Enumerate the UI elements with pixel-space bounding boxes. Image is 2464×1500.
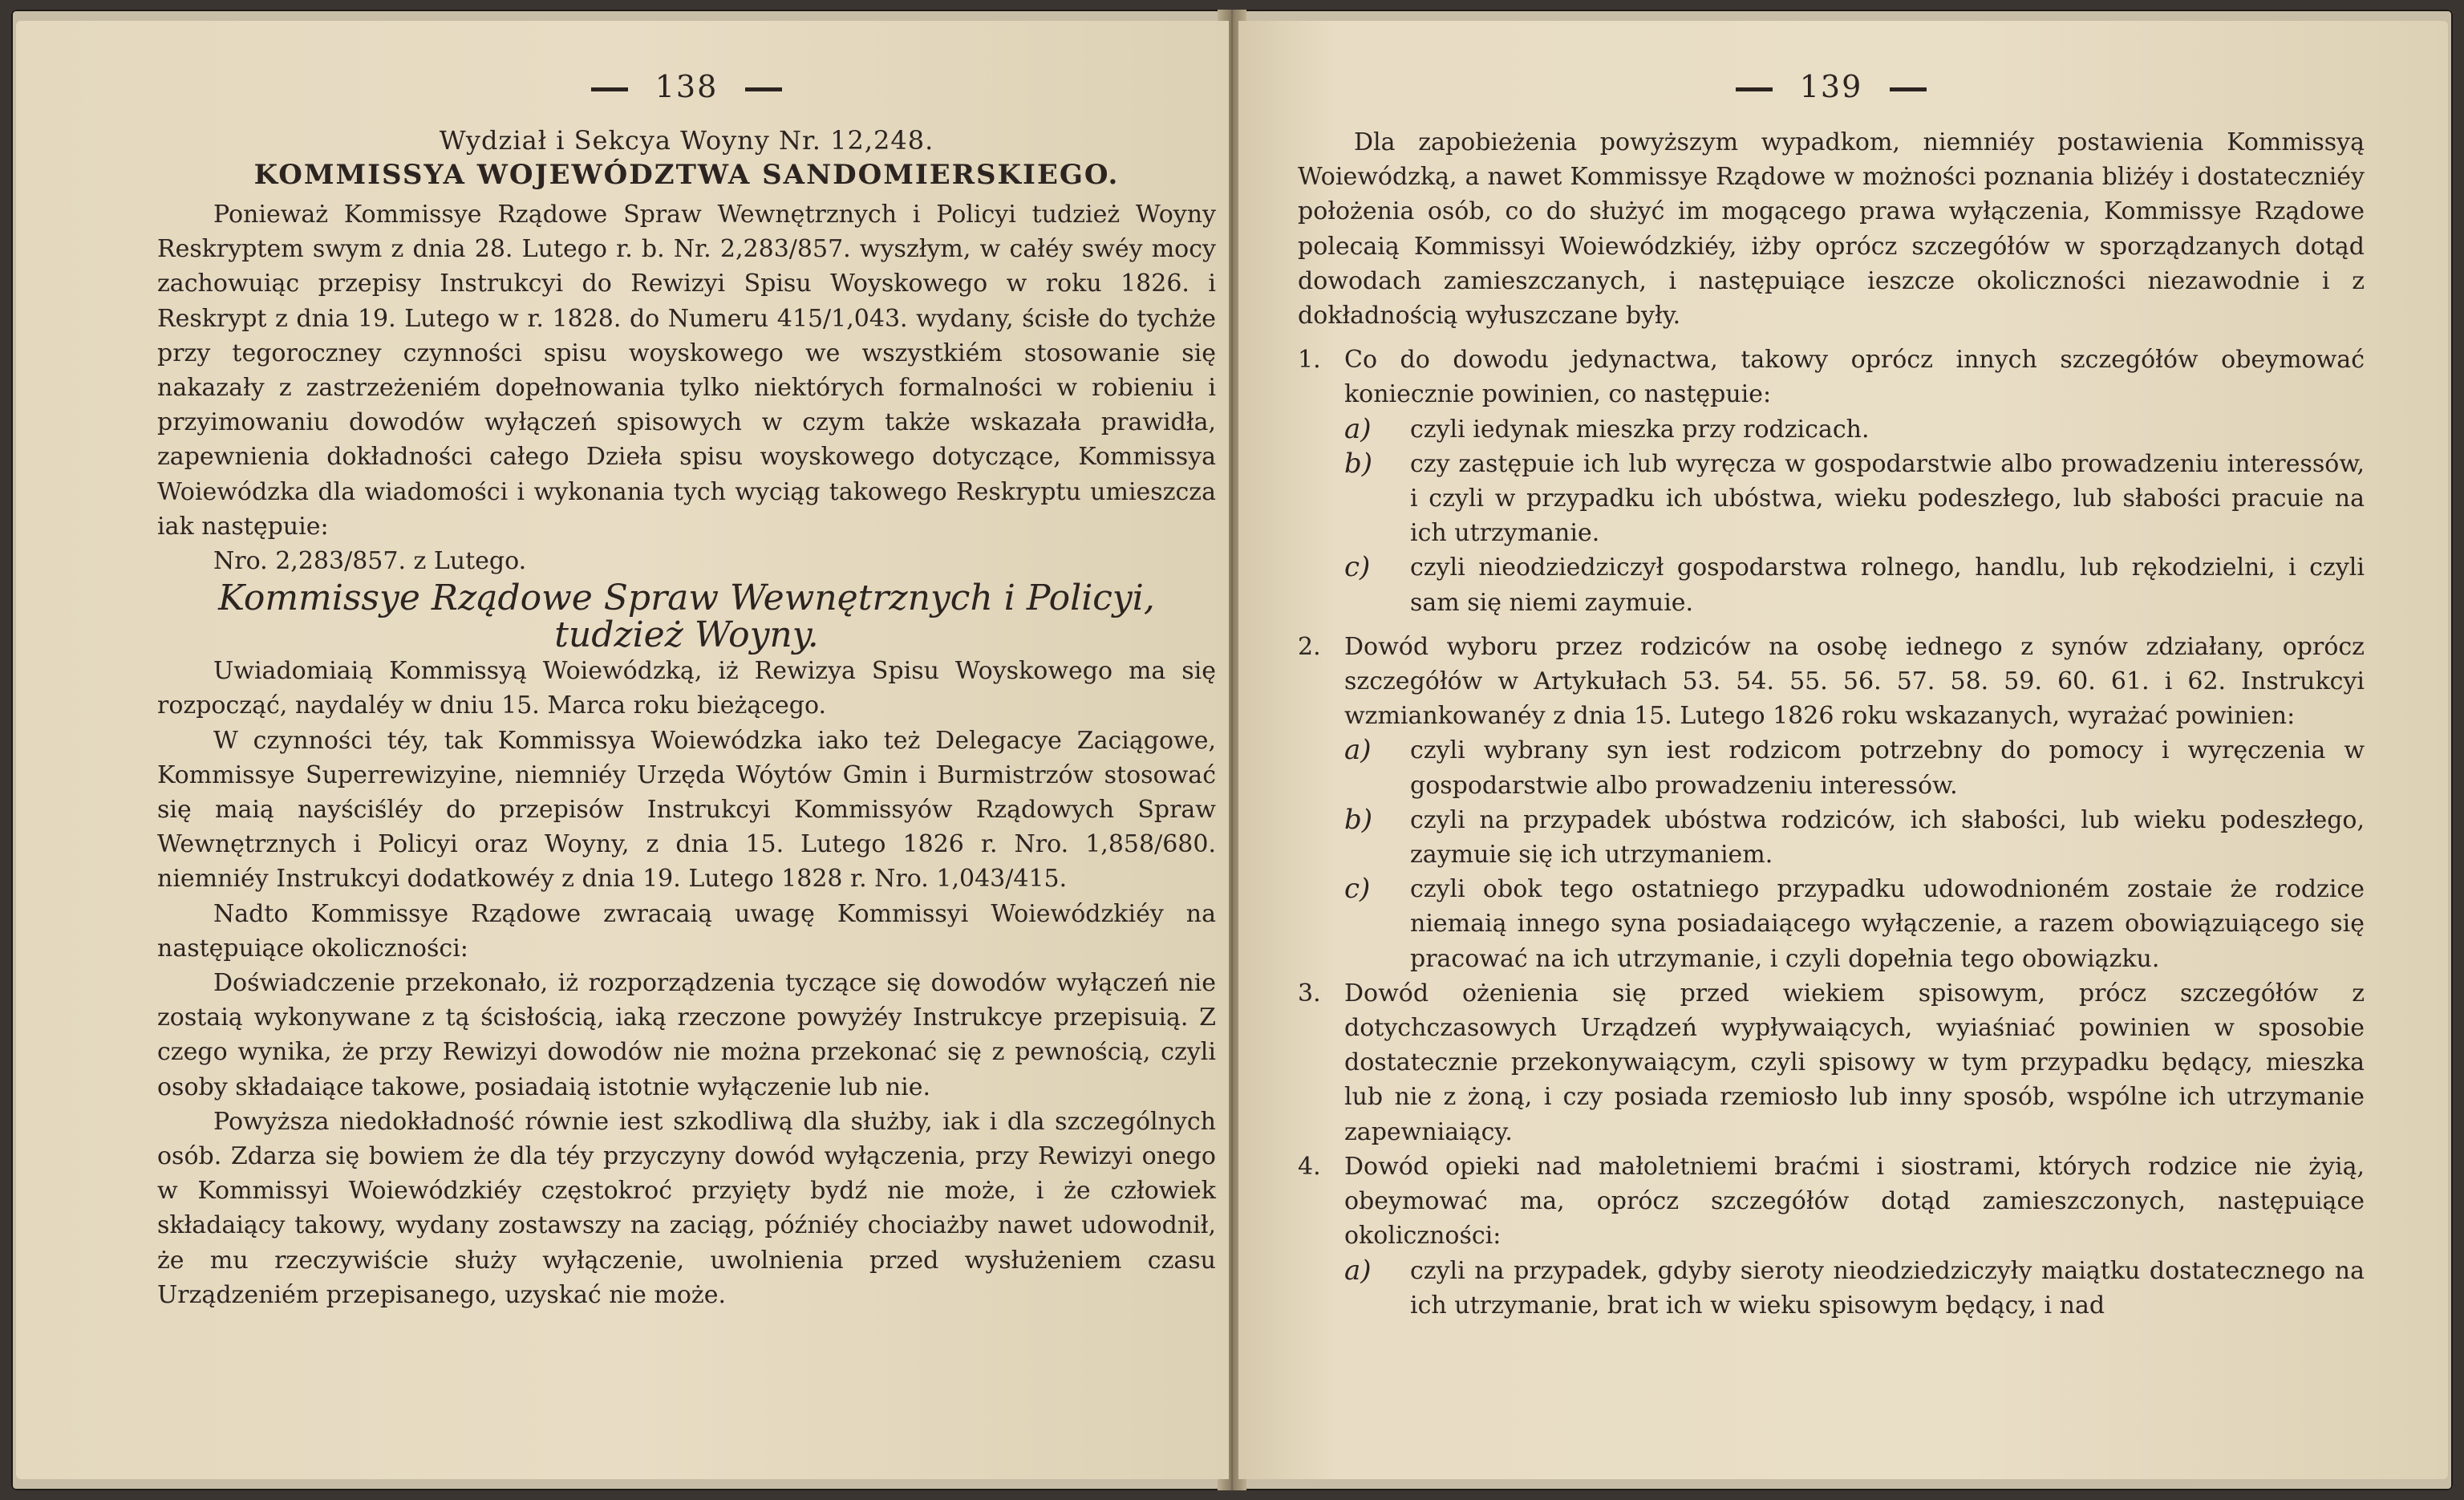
- sub-text: czyli nieodziedziczył gospodarstwa rolnego, handlu, lub rękodzielni, i czyli sam się niemi zaymuie.: [1410, 553, 2365, 617]
- list-item: [1298, 1149, 2365, 1254]
- sub-letter: a): [1344, 412, 1372, 445]
- italic-heading: Kommissye Rządowe Spraw Wewnętrznych i Policyi, tudzież Woyny.: [218, 578, 1155, 656]
- paragraph: Ponieważ Kommissye Rządowe Spraw Wewnętrznych i Policyi tudzież Woyny Reskryptem swym z dnia 28. Lutego r. b. Nr. 2,283/857. wyszłym, w całéy swéy mocy zachowuiąc przepisy Instrukcyi do Rewizyi Spisu Woyskowego w roku 1826. i Reskrypt z dnia 19. Lutego w r. 1828. do Numeru 415/1,043. wydany, ścisłe do tychże przy tegoroczney czynności spisu woyskowego we wszystkiém stosowanie się nakazały z zastrzeżeniém dopełnowania tylko niektórych formalności w robieniu i przyimowaniu dowodów wyłączeń spisowych w czym także wskazała prawidła, zapewnienia dokładności całego Dzieła spisu woyskowego dotyczące, Kommissya Woiewódzka dla wiadomości i wykonania tych wyciąg takowego Reskryptu umieszcza iak następuie:: [157, 201, 1216, 541]
- dash-ornament: [745, 87, 782, 91]
- left-page: [16, 21, 1229, 1479]
- list-item: [1298, 976, 2365, 1149]
- paragraph: Powyższa niedokładność równie iest szkodliwą dla służby, iak i dla szczególnych osób. Zdarza się bowiem że dla téy przyczyny dowód wyłączenia, przy Rewizyi onego w Kommissyi Woiewódzkiéy częstokroć przyięty bydź nie może, i że człowiek składaiący takowy, wydany zostawszy na zaciąg, późniéy chociażby nawet udowodnił, że mu rzeczywiście służy wyłączenie, uwolnienia przed wysłużeniem czasu Urządzeniém przepisanego, uzyskać nie może.: [157, 1107, 1216, 1309]
- right-page: [1238, 21, 2448, 1479]
- sub-letter: c): [1344, 551, 1371, 584]
- sub-item: [1344, 412, 2365, 447]
- item-text: Co do dowodu jedynactwa, takowy oprócz innych szczegółów obeymować koniecznie powinien, co następuie:: [1344, 346, 2365, 409]
- sub-letter: a): [1344, 1254, 1372, 1287]
- sub-text: czyli na przypadek ubóstwa rodziców, ich słabości, lub wieku podeszłego, zaymuie się ich utrzymaniem.: [1410, 805, 2365, 870]
- item-number: 2.: [1298, 632, 1321, 661]
- right-page-text: [1298, 69, 2365, 1323]
- item-number: 3.: [1298, 979, 1321, 1007]
- sub-letter: b): [1344, 447, 1373, 480]
- paragraph: Uwiadomiaią Kommissyą Woiewódzką, iż Rewizya Spisu Woyskowego ma się rozpocząć, naydaléy w dniu 15. Marca roku bieżącego.: [157, 657, 1216, 720]
- sub-item: [1344, 803, 2365, 872]
- sub-item: [1344, 447, 2365, 551]
- sub-item: [1344, 550, 2365, 619]
- paragraph: Doświadczenie przekonało, iż rozporządzenia tyczące się dowodów wyłączeń nie zostaią wykonywane z tą ścisłością, iaką rzeczone powyżéy Instrukcye przepisuią. Z czego wynika, że przy Rewizyi dowodów nie można przekonać się z pewnością, czyli osoby składaiące takowe, posiadaią istotnie wyłączenie lub nie.: [157, 969, 1216, 1101]
- commission-heading: KOMMISSYA WOJEWÓDZTWA SANDOMIERSKIEGO.: [253, 159, 1120, 191]
- sub-text: czy zastępuie ich lub wyręcza w gospodarstwie albo prowadzeniu interessów, i czyli w przypadku ich ubóstwa, wieku podeszłego, lub słabości pracuie na ich utrzymanie.: [1410, 449, 2365, 548]
- book-spread: [11, 10, 2453, 1490]
- list-item: [1298, 343, 2365, 411]
- item-number: 1.: [1298, 346, 1321, 375]
- paragraph: Nadto Kommissye Rządowe zwracaią uwagę Kommissyi Woiewódzkiéy na następuiące okoliczności:: [157, 899, 1216, 963]
- dash-ornament: [591, 87, 628, 91]
- sub-letter: a): [1344, 734, 1372, 767]
- left-page-number: 138: [157, 69, 1216, 104]
- item-text: Dowód opieki nad małoletniemi braćmi i siostrami, których rodzice nie żyią, obeymować ma, oprócz szczegółów dotąd zamieszczonych, następuiące okoliczności:: [1344, 1152, 2365, 1251]
- paragraph: Dla zapobieżenia powyższym wypadkom, niemniéy postawienia Kommissyą Woiewódzką, a nawet Kommissye Rządowe w możności poznania bliżéy i dostateczniéy położenia osób, co do służyć im mogącego prawa wyłączenia, Kommissye Rządowe polecaią Kommissyi Woiewódzkiéy, iżby oprócz szczegółów w sporządzanych dotąd dowodach zamieszczanych, i następuiące ieszcze okoliczności niezawodnie i z dokładnością wyłuszczane były.: [1298, 128, 2365, 330]
- sub-text: czyli na przypadek, gdyby sieroty nieodziedziczyły maiątku dostatecznego na ich utrzymanie, brat ich w wieku spisowym będący, i nad: [1410, 1256, 2365, 1320]
- sub-item: [1344, 872, 2365, 976]
- left-page-text: [157, 69, 1216, 1312]
- dash-ornament: [1736, 87, 1773, 91]
- section-heading: Wydział i Sekcya Woyny Nr. 12,248.: [439, 125, 934, 156]
- sub-text: czyli wybrany syn iest rodzicom potrzebny do pomocy i wyręczenia w gospodarstwie albo prowadzeniu interessów.: [1410, 736, 2365, 800]
- dash-ornament: [1890, 87, 1927, 91]
- item-number: 4.: [1298, 1152, 1321, 1181]
- sub-item: [1344, 1254, 2365, 1323]
- sub-item: [1344, 733, 2365, 802]
- sub-text: czyli obok tego ostatniego przypadku udowodnioném zostaie że rodzice niemaią innego syna posiadaiącego wyłączenie, a razem obowiązuiącego się pracować na ich utrzymanie, i czyli dopełnia tego obowiązku.: [1410, 875, 2365, 973]
- paragraph: W czynności téy, tak Kommissya Woiewódzka iako też Delegacye Zaciągowe, Kommissye Superrewizyine, niemniéy Urzęda Wóytów Gmin i Burmistrzów stosować się maią nayściśléy do przepisów Instrukcyi Kommissyów Rządowych Spraw Wewnętrznych i Policyi oraz Woyny, z dnia 15. Lutego 1826 r. Nro. 1,858/680. niemniéy Instrukcyi dodatkowéy z dnia 19. Lutego 1828 r. Nro. 1,043/415.: [157, 726, 1216, 894]
- sub-letter: b): [1344, 803, 1373, 836]
- list-item: [1298, 630, 2365, 734]
- sub-letter: c): [1344, 873, 1371, 906]
- right-page-number: 139: [1298, 69, 2365, 104]
- item-text: Dowód wyboru przez rodziców na osobę iednego z synów zdziałany, oprócz szczegółów w Artykułach 53. 54. 55. 56. 57. 58. 59. 60. 61. i 62. Instrukcyi wzmiankowanéy z dnia 15. Lutego 1826 roku wskazanych, wyrażać powinien:: [1344, 632, 2365, 731]
- item-text: Dowód ożenienia się przed wiekiem spisowym, prócz szczegółów z dotychczasowych Urządzeń wypływaiących, wyiaśniać powinien w sposobie dostatecznie przekonywaiącym, czyli spisowy w tym przypadku będący, mieszka lub nie z żoną, i czy posiada rzemiosło lub inny sposób, wspólne ich utrzymanie zapewniaiący.: [1344, 979, 2365, 1146]
- sub-text: czyli iedynak mieszka przy rodzicach.: [1410, 415, 1870, 444]
- decree-number: Nro. 2,283/857. z Lutego.: [213, 547, 527, 576]
